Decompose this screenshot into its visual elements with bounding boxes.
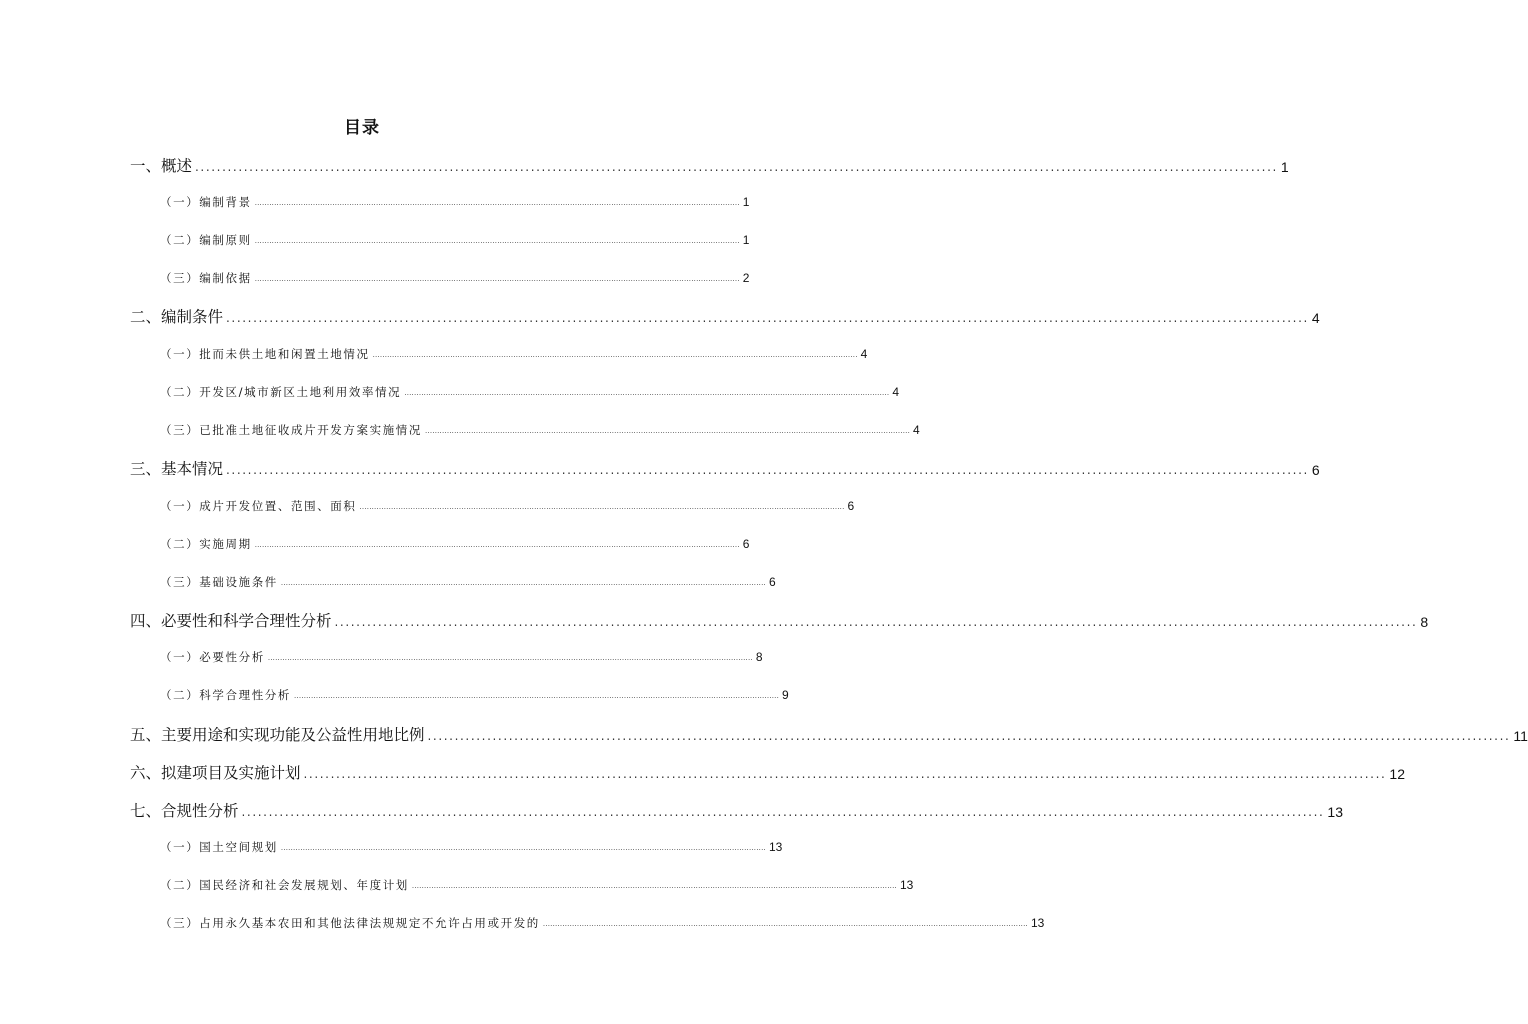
- toc-leader: ........................................................................................................................................................................................................: [226, 311, 1309, 325]
- toc-entry-3[interactable]: [130, 455, 1320, 478]
- toc-entry-2[interactable]: [130, 303, 1320, 326]
- toc-leader: ........................................................................................................................................................................................................: [411, 882, 897, 890]
- toc-leader: ........................................................................................................................................................................................................: [254, 541, 740, 549]
- toc-entry-2-1[interactable]: [160, 344, 868, 361]
- toc-leader: ........................................................................................................................................................................................................: [303, 767, 1387, 781]
- toc-leader: ........................................................................................................................................................................................................: [267, 654, 753, 662]
- toc-entry-2-2[interactable]: [160, 382, 899, 399]
- toc-entry-7-2[interactable]: [160, 875, 914, 892]
- toc-entry-4-2[interactable]: [160, 685, 789, 702]
- toc-label: 二、编制条件: [130, 307, 224, 326]
- toc-entry-1-1[interactable]: [160, 192, 750, 209]
- toc-entry-5[interactable]: [130, 721, 1528, 744]
- toc-label: （二）科学合理性分析: [160, 687, 291, 702]
- toc-label: （三）基础设施条件: [160, 574, 278, 589]
- toc-leader: ........................................................................................................................................................................................................: [226, 463, 1309, 477]
- toc-entry-1-2[interactable]: [160, 230, 750, 247]
- toc-entry-2-3[interactable]: [160, 420, 920, 437]
- toc-entry-7-1[interactable]: [160, 837, 783, 854]
- toc-leader: ........................................................................................................................................................................................................: [372, 351, 858, 359]
- toc-page-number: 2: [742, 271, 750, 285]
- toc-leader: ........................................................................................................................................................................................................: [254, 275, 740, 283]
- toc-page-number: 8: [755, 650, 763, 664]
- toc-page-number: 4: [913, 423, 920, 437]
- toc-leader: ........................................................................................................................................................................................................: [254, 237, 740, 245]
- toc-label: （三）已批准土地征收成片开发方案实施情况: [160, 422, 422, 437]
- page-title: 目录: [344, 118, 380, 138]
- toc-page-number: 13: [1030, 916, 1045, 930]
- toc-entry-7-3[interactable]: [160, 913, 1045, 930]
- toc-label: （一）批而未供土地和闲置土地情况: [160, 346, 370, 361]
- toc-leader: ........................................................................................................................................................................................................: [195, 160, 1278, 174]
- toc-leader: ........................................................................................................................................................................................................: [427, 729, 1511, 743]
- toc-page-number: 13: [768, 840, 783, 854]
- toc-leader: ........................................................................................................................................................................................................: [542, 920, 1028, 928]
- toc-leader: ........................................................................................................................................................................................................: [254, 199, 740, 207]
- toc-label: （三）编制依据: [160, 270, 252, 285]
- toc-label: 一、概述: [130, 156, 193, 175]
- toc-label: （二）开发区/城市新区土地利用效率情况: [160, 384, 402, 399]
- toc-page-number: 4: [860, 347, 868, 361]
- toc-entry-3-1[interactable]: [160, 496, 855, 513]
- toc-label: （一）编制背景: [160, 194, 252, 209]
- toc-page-number: 6: [847, 499, 855, 513]
- toc-page-number: 8: [1420, 614, 1429, 630]
- toc-page-number: 4: [1311, 310, 1320, 326]
- toc-page-number: 1: [1280, 159, 1289, 175]
- toc-label: 五、主要用途和实现功能及公益性用地比例: [130, 725, 425, 744]
- toc-label: （一）必要性分析: [160, 649, 265, 664]
- toc-page-number: 1: [742, 195, 750, 209]
- toc-leader: ........................................................................................................................................................................................................: [404, 389, 890, 397]
- toc-page-number: 12: [1389, 766, 1405, 782]
- toc-leader: ........................................................................................................................................................................................................: [280, 579, 766, 587]
- toc-label: （一）国土空间规划: [160, 839, 278, 854]
- toc-leader: ........................................................................................................................................................................................................: [294, 692, 780, 700]
- toc-label: 七、合规性分析: [130, 801, 239, 820]
- toc-leader: ........................................................................................................................................................................................................: [280, 844, 766, 852]
- toc-page-number: 13: [1327, 804, 1343, 820]
- toc-entry-1[interactable]: [130, 152, 1289, 175]
- toc-page-number: 6: [1311, 462, 1320, 478]
- toc-leader: ........................................................................................................................................................................................................: [334, 615, 1418, 629]
- toc-page-number: 4: [892, 385, 899, 399]
- toc-label: （二）实施周期: [160, 536, 252, 551]
- toc-label: （二）国民经济和社会发展规划、年度计划: [160, 877, 409, 892]
- toc-page-number: 11: [1513, 728, 1528, 744]
- toc-page-number: 6: [768, 575, 776, 589]
- toc-page-number: 13: [899, 878, 914, 892]
- toc-entry-1-3[interactable]: [160, 268, 750, 285]
- toc-label: （一）成片开发位置、范围、面积: [160, 498, 357, 513]
- toc-label: （三）占用永久基本农田和其他法律法规规定不允许占用或开发的: [160, 915, 540, 930]
- toc-label: 六、拟建项目及实施计划: [130, 763, 301, 782]
- toc-page-number: 6: [742, 537, 750, 551]
- toc-leader: ........................................................................................................................................................................................................: [359, 503, 845, 511]
- toc-entry-3-3[interactable]: [160, 572, 776, 589]
- toc-entry-7[interactable]: [130, 797, 1343, 820]
- toc-label: 三、基本情况: [130, 459, 224, 478]
- toc-page-number: 1: [742, 233, 750, 247]
- toc-page-number: 9: [782, 688, 789, 702]
- toc-entry-3-2[interactable]: [160, 534, 750, 551]
- toc-label: （二）编制原则: [160, 232, 252, 247]
- toc-entry-4[interactable]: [130, 607, 1429, 630]
- toc-entry-4-1[interactable]: [160, 647, 763, 664]
- toc-leader: ........................................................................................................................................................................................................: [241, 805, 1325, 819]
- toc-label: 四、必要性和科学合理性分析: [130, 611, 332, 630]
- toc-leader: ........................................................................................................................................................................................................: [425, 427, 911, 435]
- toc-entry-6[interactable]: [130, 759, 1405, 782]
